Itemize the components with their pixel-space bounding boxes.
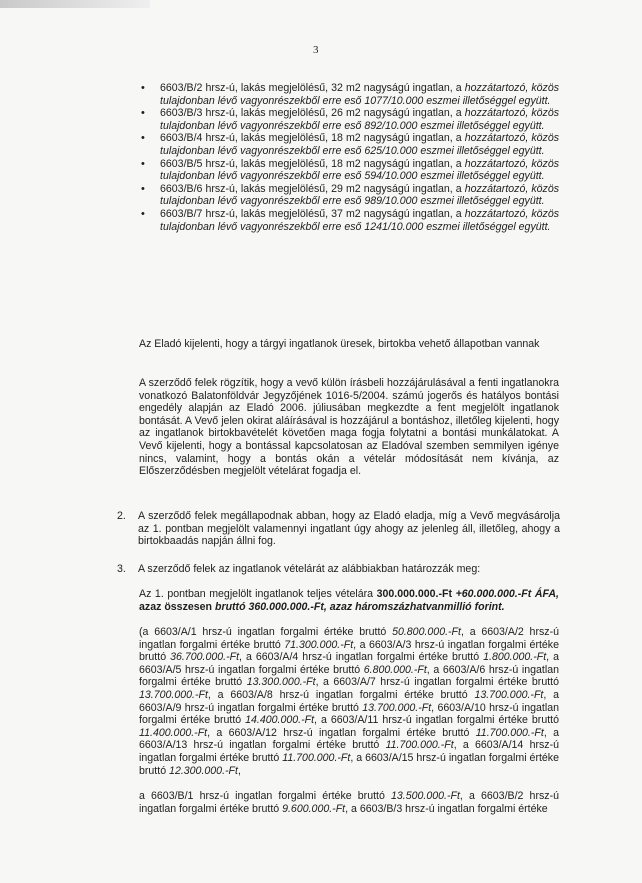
property-share: hozzátartozó, közös tulajdonban lévő vagyonrészekből erre eső 1241/10.000 eszmei illetőséggel együtt. [160,207,560,233]
valuation-a-paragraph [139,626,559,777]
value-text: , a 6603/A/8 hrsz-ú ingatlan forgalmi értéke bruttó [207,688,475,701]
property-item [139,183,559,208]
bullet-dot: • [141,132,145,145]
value-text: , a 6603/A/13 hrsz-ú ingatlan forgalmi értéke bruttó [139,726,559,752]
value-amount: 13.500.000.-Ft [391,790,460,802]
value-text: (a 6603/A/1 hrsz-ú ingatlan forgalmi értéke bruttó [139,626,393,638]
value-amount: 13.700.000.-Ft [474,688,544,701]
property-share: hozzátartozó, közös tulajdonban lévő vagyonrészekből erre eső 1077/10.000 eszmei illetőséggel együtt. [160,82,560,107]
property-item [139,208,559,233]
property-share: hozzátartozó, közös tulajdonban lévő vagyonrészekből erre eső 625/10.000 eszmei illetőséggel együtt. [160,132,560,157]
value-text: , a 6603/A/5 hrsz-ú ingatlan forgalmi értéke bruttó [139,651,559,676]
value-amount: 50.800.000.-Ft [392,626,461,638]
property-description: 6603/B/7 hrsz-ú, lakás megjelölésű, 37 m2 nagyságú ingatlan, a [160,207,465,220]
value-text: , [237,764,241,777]
price-net: 300.000.000.-Ft [376,588,453,600]
value-text: , a 6603/A/3 hrsz-ú ingatlan forgalmi értéke bruttó [139,638,559,664]
property-description: 6603/B/6 hrsz-ú, lakás megjelölésű, 29 m2 nagyságú ingatlan, a [160,182,465,195]
value-text: , a 6603/A/9 hrsz-ú ingatlan forgalmi értéke bruttó [139,688,560,714]
value-amount: 11.400.000.-Ft [139,726,208,739]
value-amount: 13.300.000.-Ft [246,676,316,689]
price-total: bruttó 360.000.000.-Ft, azaz háromszázhatvanmillió forint. [214,600,505,613]
bullet-dot: • [141,182,145,195]
value-amount: 71.300.000.-Ft [284,638,354,651]
section-3-number: 3. [117,563,126,575]
page-number: 3 [313,44,319,56]
property-description: 6603/B/4 hrsz-ú, lakás megjelölésű, 18 m2 nagyságú ingatlan, a [160,132,465,145]
value-text: , a 6603/B/2 hrsz-ú ingatlan forgalmi értéke bruttó [139,790,559,815]
property-item [139,82,559,107]
seller-statement: Az Eladó kijelenti, hogy a tárgyi ingatlanok üresek, birtokba vehető állapotban vannak [139,338,540,350]
price-paragraph [139,588,559,613]
price-total-lead: azaz összesen [139,600,215,613]
value-text: , a 6603/A/15 hrsz-ú ingatlan forgalmi értéke bruttó [139,751,559,777]
value-text: , a 6603/A/14 hrsz-ú ingatlan forgalmi értéke bruttó [139,739,560,764]
value-amount: 11.700.000.-Ft [282,751,351,764]
bullet-dot: • [141,157,145,170]
demolition-paragraph: A szerződő felek rögzítik, hogy a vevő külön írásbeli hozzájárulásával a fenti ingatlanokra vonatkozó Balatonföldvár Jegyzőjének 1016-5/2004. számú jogerős és hatályos bontási engedély alapján az Eladó 2006. júliusában megkezdte a fent megjelölt ingatlanok bontását. A Vevő jelen okirat aláírásával is hozzájárul a bontáshoz, illetőleg kijelenti, hogy az ingatlanok birtokbavételét követően maga fogja folytatni a bontási munkálatokat. A Vevő kijelenti, hogy a bontással kapcsolatosan az Eladóval szemben semmilyen igénye nincs, valamint, hogy a bontás okán a vételár módosítását nem kívánja, az Előszerződésben megjelölt vételárat fogadja el. [139,377,559,478]
value-amount: 9.600.000.-Ft [282,802,346,815]
property-description: 6603/B/2 hrsz-ú, lakás megjelölésű, 32 m2 nagyságú ingatlan, a [160,82,465,94]
bullet-dot: • [141,107,145,120]
section-2-number: 2. [117,510,126,522]
property-share: hozzátartozó, közös tulajdonban lévő vagyonrészekből erre eső 989/10.000 eszmei illetőséggel együtt. [160,182,560,208]
value-text: , 6603/A/10 hrsz-ú ingatlan forgalmi értéke bruttó [139,701,560,727]
scan-artifact [0,0,150,8]
value-amount: 1.800.000.-Ft [483,651,547,664]
section-2-text: A szerződő felek megállapodnak abban, hogy az Eladó eladja, míg a Vevő megvásárolja az 1. pontban megjelölt valamennyi ingatlant úgy ahogy az jelenleg áll, illetőleg, ahogy a birtokbaadás napján állni fog. [138,510,560,548]
section-2 [117,510,560,548]
bullet-dot: • [141,207,145,220]
price-vat: +60.000.000.-Ft ÁFA, [455,588,559,600]
section-3-text: A szerződő felek az ingatlanok vételárát az alábbiakban határozzák meg: [138,563,481,575]
value-text: , a 6603/A/7 hrsz-ú ingatlan forgalmi értéke bruttó [315,676,560,689]
value-text: a 6603/B/1 hrsz-ú ingatlan forgalmi értéke bruttó [139,790,391,802]
value-text: , a 6603/B/3 hrsz-ú ingatlan forgalmi értéke [345,802,548,815]
value-amount: 11.700.000.-Ft [385,739,454,752]
property-item [139,107,559,132]
value-amount: 11.700.000.-Ft [475,726,544,739]
price-lead: Az 1. pontban megjelölt ingatlanok teljes vételára [139,588,377,600]
valuation-b-paragraph [139,790,559,815]
value-text: , a 6603/A/2 hrsz-ú ingatlan forgalmi értéke bruttó [139,626,559,651]
value-text: , a 6603/A/12 hrsz-ú ingatlan forgalmi értéke bruttó [207,726,476,739]
value-amount: 12.300.000.-Ft [169,764,238,777]
property-share: hozzátartozó, közös tulajdonban lévő vagyonrészekből erre eső 594/10.000 eszmei illetőséggel együtt. [160,157,560,183]
value-amount: 13.700.000.-Ft [139,688,208,701]
property-description: 6603/B/3 hrsz-ú, lakás megjelölésű, 26 m2 nagyságú ingatlan, a [160,107,465,120]
value-text: , a 6603/A/4 hrsz-ú ingatlan forgalmi értéke bruttó [239,651,484,664]
value-amount: 36.700.000.-Ft [170,651,240,664]
value-amount: 6.800.000.-Ft [363,663,427,676]
property-item [139,132,559,157]
value-text: , a 6603/A/6 hrsz-ú ingatlan forgalmi értéke bruttó [139,663,559,689]
section-3 [117,563,560,576]
property-list [139,82,559,233]
value-amount: 13.700.000.-Ft [362,701,432,714]
bullet-dot: • [141,82,145,94]
property-share: hozzátartozó, közös tulajdonban lévő vagyonrészekből erre eső 892/10.000 eszmei illetőséggel együtt. [160,107,560,132]
value-text: , a 6603/A/11 hrsz-ú ingatlan forgalmi értéke bruttó [314,714,559,727]
property-description: 6603/B/5 hrsz-ú, lakás megjelölésű, 18 m2 nagyságú ingatlan, a [160,157,465,170]
value-amount: 14.400.000.-Ft [245,714,315,727]
property-item [139,158,559,183]
